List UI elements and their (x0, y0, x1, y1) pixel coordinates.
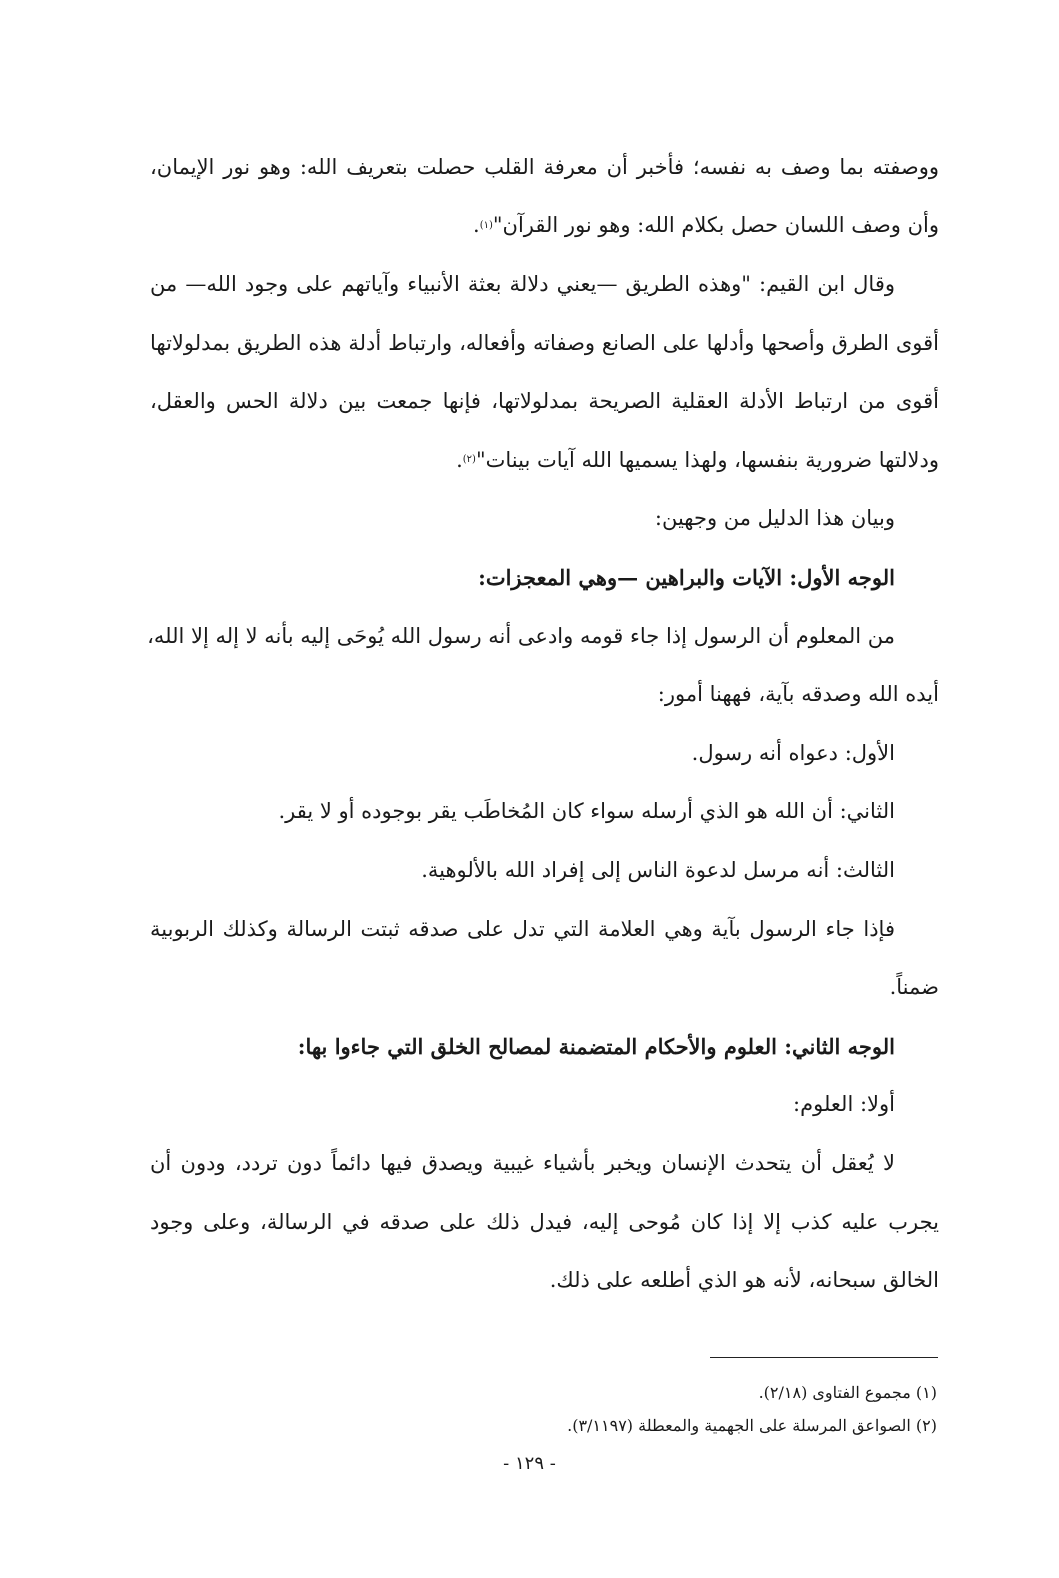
text-line: فإذا جاء الرسول بآية وهي العلامة التي تدل على صدقه ثبتت الرسالة وكذلك الربوبية (150, 916, 895, 941)
footnote-1: (١) مجموع الفتاوى (٢/١٨). (758, 1382, 937, 1402)
section-heading: الوجه الأول: الآيات والبراهين —وهي المعجزات: (478, 564, 895, 590)
footnote-2: (٢) الصواعق المرسلة على الجهمية والمعطلة (٣/١١٩٧). (567, 1415, 937, 1435)
footnote-ref-2: (٢) (462, 454, 476, 466)
text-line: أقوى من ارتباط الأدلة العقلية الصريحة بمدلولاتها، فإنها جمعت بين دلالة الحس والعقل، (150, 389, 939, 414)
text-line-content: وأن وصف اللسان حصل بكلام الله: وهو نور القرآن" (492, 213, 939, 238)
text-line: وقال ابن القيم: "وهذه الطريق —يعني دلالة بعثة الأنبياء وآياتهم على وجود الله— من (150, 272, 895, 297)
list-item: الأول: دعواه أنه رسول. (691, 740, 895, 765)
text-line-content: ودلالتها ضرورية بنفسها، ولهذا يسميها الله آيات بينات" (475, 447, 939, 472)
body-text (147, 138, 939, 1310)
text-line: أقوى الطرق وأصحها وأدلها على الصانع وصفاته وأفعاله، وارتباط أدلة هذه الطريق بمدلولاتها (150, 330, 939, 355)
text-line (150, 431, 939, 490)
sentence-end: . (456, 447, 463, 472)
text-line: ووصفته بما وصف به نفسه؛ فأخبر أن معرفة القلب حصلت بتعريف الله: وهو نور الإيمان، (150, 155, 939, 179)
text-line: أيده الله وصدقه بآية، فههنا أمور: (657, 682, 939, 707)
footnote-divider (710, 1357, 938, 1358)
text-line: ضمناً. (889, 975, 939, 1000)
subheading: أولا: العلوم: (793, 1092, 895, 1117)
page-number: - ١٢٩ - (503, 1453, 556, 1474)
text-line: من المعلوم أن الرسول إذا جاء قومه وادعى أنه رسول الله يُوحَى إليه بأنه لا إله إلا الله، (147, 623, 895, 648)
text-line: لا يُعقل أن يتحدث الإنسان ويخبر بأشياء غيبية ويصدق فيها دائماً دون تردد، ودون أن (150, 1151, 895, 1176)
text-line: وبيان هذا الدليل من وجهين: (654, 506, 895, 531)
list-item: الثالث: أنه مرسل لدعوة الناس إلى إفراد الله بالألوهية. (421, 857, 895, 882)
section-heading: الوجه الثاني: العلوم والأحكام المتضمنة لمصالح الخلق التي جاءوا بها: (297, 1033, 895, 1059)
text-line: الخالق سبحانه، لأنه هو الذي أطلعه على ذلك. (549, 1268, 939, 1293)
list-item: الثاني: أن الله هو الذي أرسله سواء كان المُخاطَب يقر بوجوده أو لا يقر. (278, 799, 895, 824)
footnotes (567, 1376, 937, 1442)
text-line: يجرب عليه كذب إلا إذا كان مُوحى إليه، فيدل ذلك على صدقه في الرسالة، وعلى وجود (150, 1209, 939, 1234)
footnote-ref-1: (١) (479, 219, 493, 231)
text-line (150, 197, 939, 256)
sentence-end: . (473, 213, 480, 238)
